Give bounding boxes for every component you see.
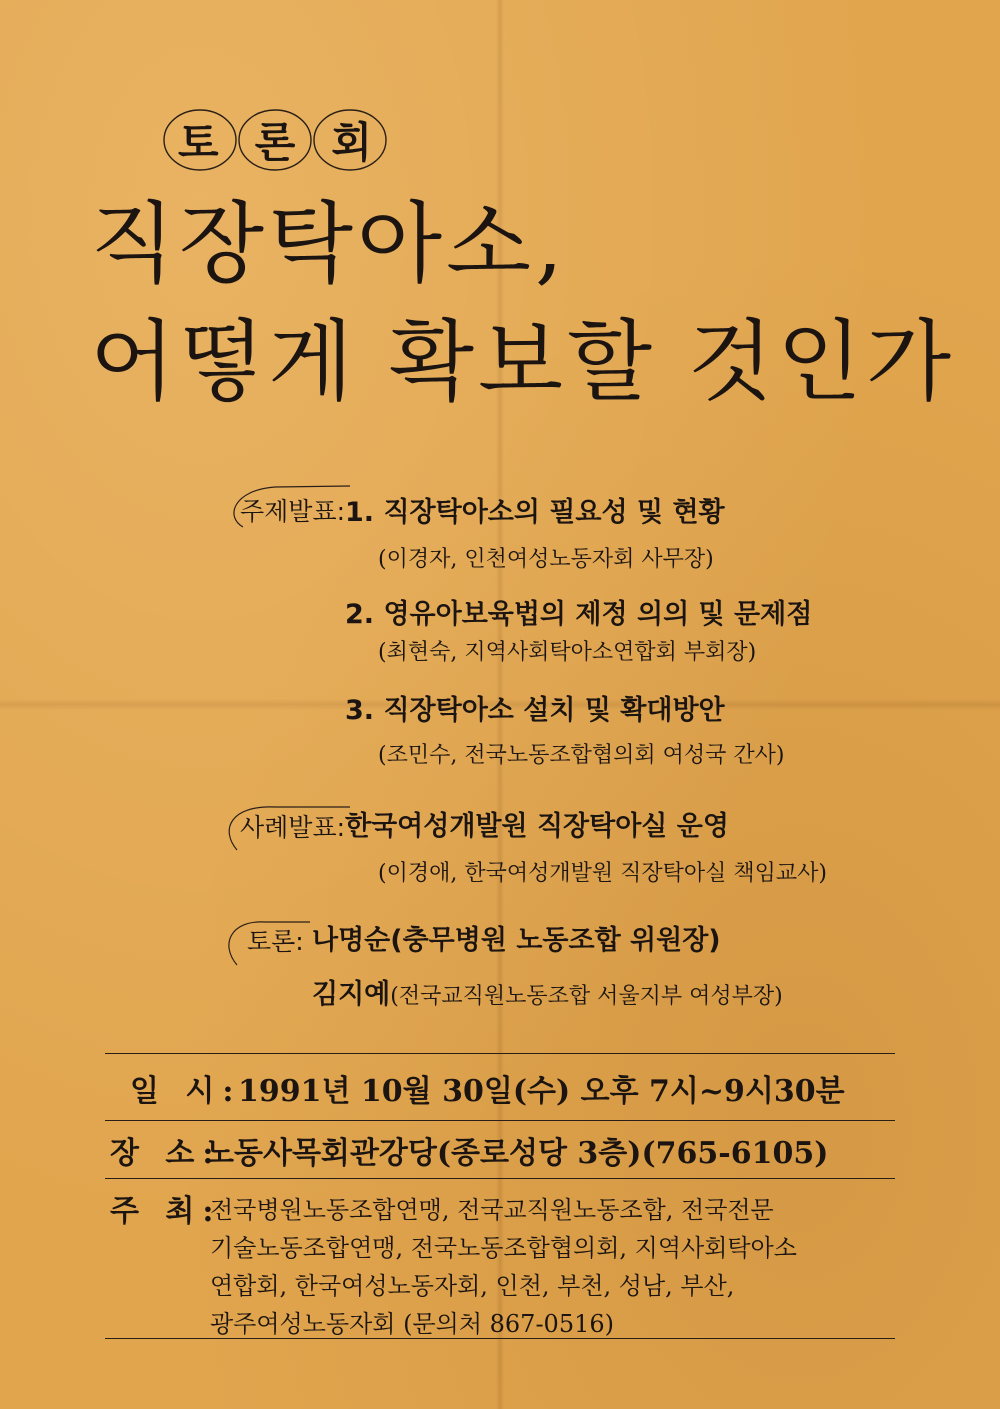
event-type-circled	[160, 100, 390, 180]
circled-char: 토	[178, 118, 219, 167]
case-label: 사례발표:	[240, 813, 346, 842]
host-label: 주 최:	[110, 1194, 222, 1229]
title-line-2: 어떻게 확보할 것인가	[90, 310, 956, 413]
discussant-2	[312, 972, 783, 1011]
host-line: 기술노동조합연맹, 전국노동조합협의회, 지역사회탁아소	[210, 1234, 797, 1262]
place-value: 노동사목회관강당(종로성당 3층)(765-6105)	[205, 1136, 829, 1171]
keynote-1-title: 1. 직장탁아소의 필요성 및 현황	[345, 497, 725, 528]
host-line: 전국병원노동조합연맹, 전국교직원노동조합, 전국전문	[210, 1196, 774, 1224]
keynote-3-speaker: (조민수, 전국노동조합협의회 여성국 간사)	[378, 743, 785, 768]
discussion-label: 토론:	[247, 927, 304, 956]
discussant-name: 김지예	[312, 979, 391, 1010]
circled-char: 론	[254, 118, 296, 167]
keynote-2-speaker: (최현숙, 지역사회탁아소연합회 부회장)	[378, 640, 757, 665]
discussant-affiliation: (전국교직원노동조합 서울지부 여성부장)	[390, 984, 783, 1009]
date-value: 1991년 10월 30일(수) 오후 7시~9시30분	[238, 1074, 845, 1109]
title-line-1: 직장탁아소,	[90, 192, 568, 295]
divider	[105, 1338, 895, 1339]
host-line: 연합회, 한국여성노동자회, 인천, 부천, 성남, 부산,	[210, 1272, 735, 1300]
host-line: 광주여성노동자회 (문의처 867-0516)	[210, 1310, 615, 1338]
divider	[105, 1053, 895, 1054]
divider	[105, 1120, 895, 1121]
discussant-affiliation: (충무병원 노동조합 위원장)	[390, 925, 721, 956]
date-label: 일 시:	[130, 1074, 242, 1109]
place-label: 장 소:	[110, 1136, 222, 1171]
circled-char: 회	[331, 118, 372, 167]
case-speaker: (이경애, 한국여성개발원 직장탁아실 책임교사)	[378, 861, 827, 886]
discussant-1	[312, 918, 721, 957]
case-title: 한국여성개발원 직장탁아실 운영	[345, 811, 729, 842]
keynote-1-speaker: (이경자, 인천여성노동자회 사무장)	[378, 547, 714, 572]
keynote-label: 주제발표:	[240, 497, 346, 526]
divider	[105, 1178, 895, 1179]
keynote-3-title: 3. 직장탁아소 설치 및 확대방안	[345, 695, 725, 726]
discussant-name: 나명순	[312, 925, 391, 956]
keynote-2-title: 2. 영유아보육법의 제정 의의 및 문제점	[345, 599, 813, 630]
